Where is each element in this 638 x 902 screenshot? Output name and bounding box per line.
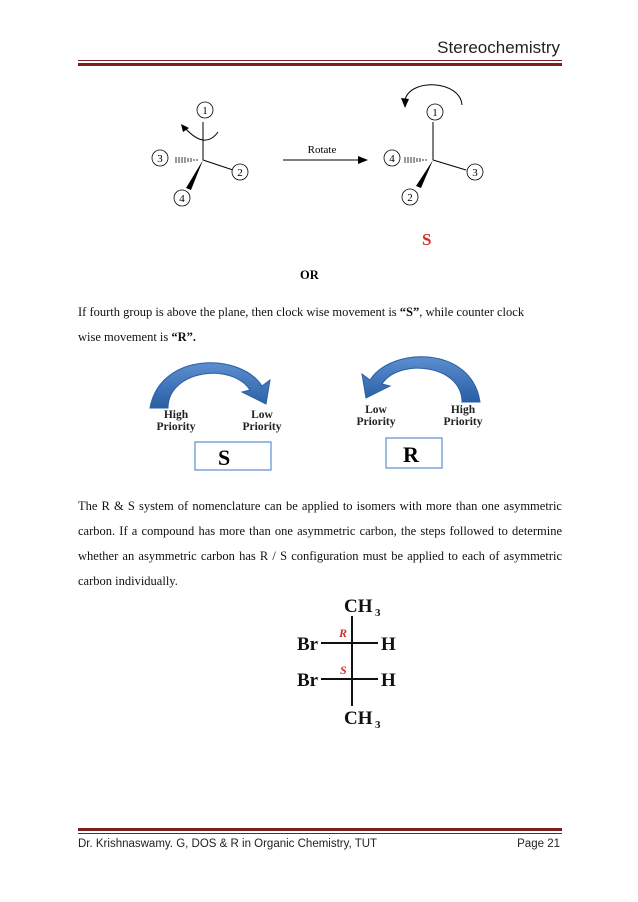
para1-r-quote: “R”.	[171, 330, 197, 344]
label-2: 2	[407, 192, 413, 204]
r-high-priority: Priority	[443, 416, 483, 428]
br-2: Br	[297, 670, 319, 691]
page-header-title: Stereochemistry	[437, 38, 560, 57]
para2-line-3: whether an asymmetric carbon has R / S configuration must be applied to each of asymmetric	[78, 549, 562, 563]
footer-page-number: Page 21	[517, 838, 560, 850]
r-low-label: Low	[365, 404, 387, 416]
label-4: 4	[389, 153, 395, 165]
label-1: 1	[202, 105, 208, 117]
para2-line-2: carbon. If a compound has more than one asymmetric carbon, the steps followed to determine	[78, 524, 562, 538]
s-high-priority: Priority	[156, 421, 196, 433]
s-high-label: High	[163, 409, 189, 421]
r-low-priority: Priority	[356, 416, 396, 428]
h-2: H	[381, 670, 396, 691]
top-ch-subscript: 3	[375, 607, 381, 619]
label-2: 2	[237, 167, 243, 179]
br-1: Br	[297, 634, 319, 655]
label-3: 3	[157, 153, 163, 165]
para1-line2-prefix: wise movement is	[78, 330, 172, 344]
para2-line-4: carbon individually.	[78, 574, 178, 588]
s-letter: S	[218, 445, 231, 470]
para1-s-quote: “S”	[399, 305, 420, 319]
r-letter: R	[403, 442, 419, 467]
s-low-priority: Priority	[242, 421, 282, 433]
bottom-ch-subscript: 3	[375, 719, 381, 731]
rotate-label: Rotate	[307, 144, 337, 156]
para1-prefix: If fourth group is above the plane, then clock wise movement is	[78, 305, 400, 319]
r-config-label: R	[339, 626, 348, 640]
footer-author: Dr. Krishnaswamy. G, DOS & R in Organic Chemistry, TUT	[78, 838, 378, 850]
s-config-label: S	[340, 663, 347, 677]
para1-middle: , while counter clock	[419, 305, 525, 319]
label-1: 1	[432, 107, 438, 119]
s-low-label: Low	[251, 409, 273, 421]
label-3: 3	[472, 167, 478, 179]
footer-rule-thin	[78, 833, 562, 834]
result-s-label: S	[422, 230, 432, 249]
r-high-label: High	[450, 404, 476, 416]
top-ch: CH	[344, 596, 373, 617]
label-4: 4	[179, 193, 185, 205]
footer-rule-thick	[78, 828, 562, 831]
bottom-ch: CH	[344, 708, 373, 729]
para2-line-1: The R & S system of nomenclature can be applied to isomers with more than one asymmetric	[78, 499, 562, 513]
h-1: H	[381, 634, 396, 655]
or-label: OR	[300, 268, 319, 282]
